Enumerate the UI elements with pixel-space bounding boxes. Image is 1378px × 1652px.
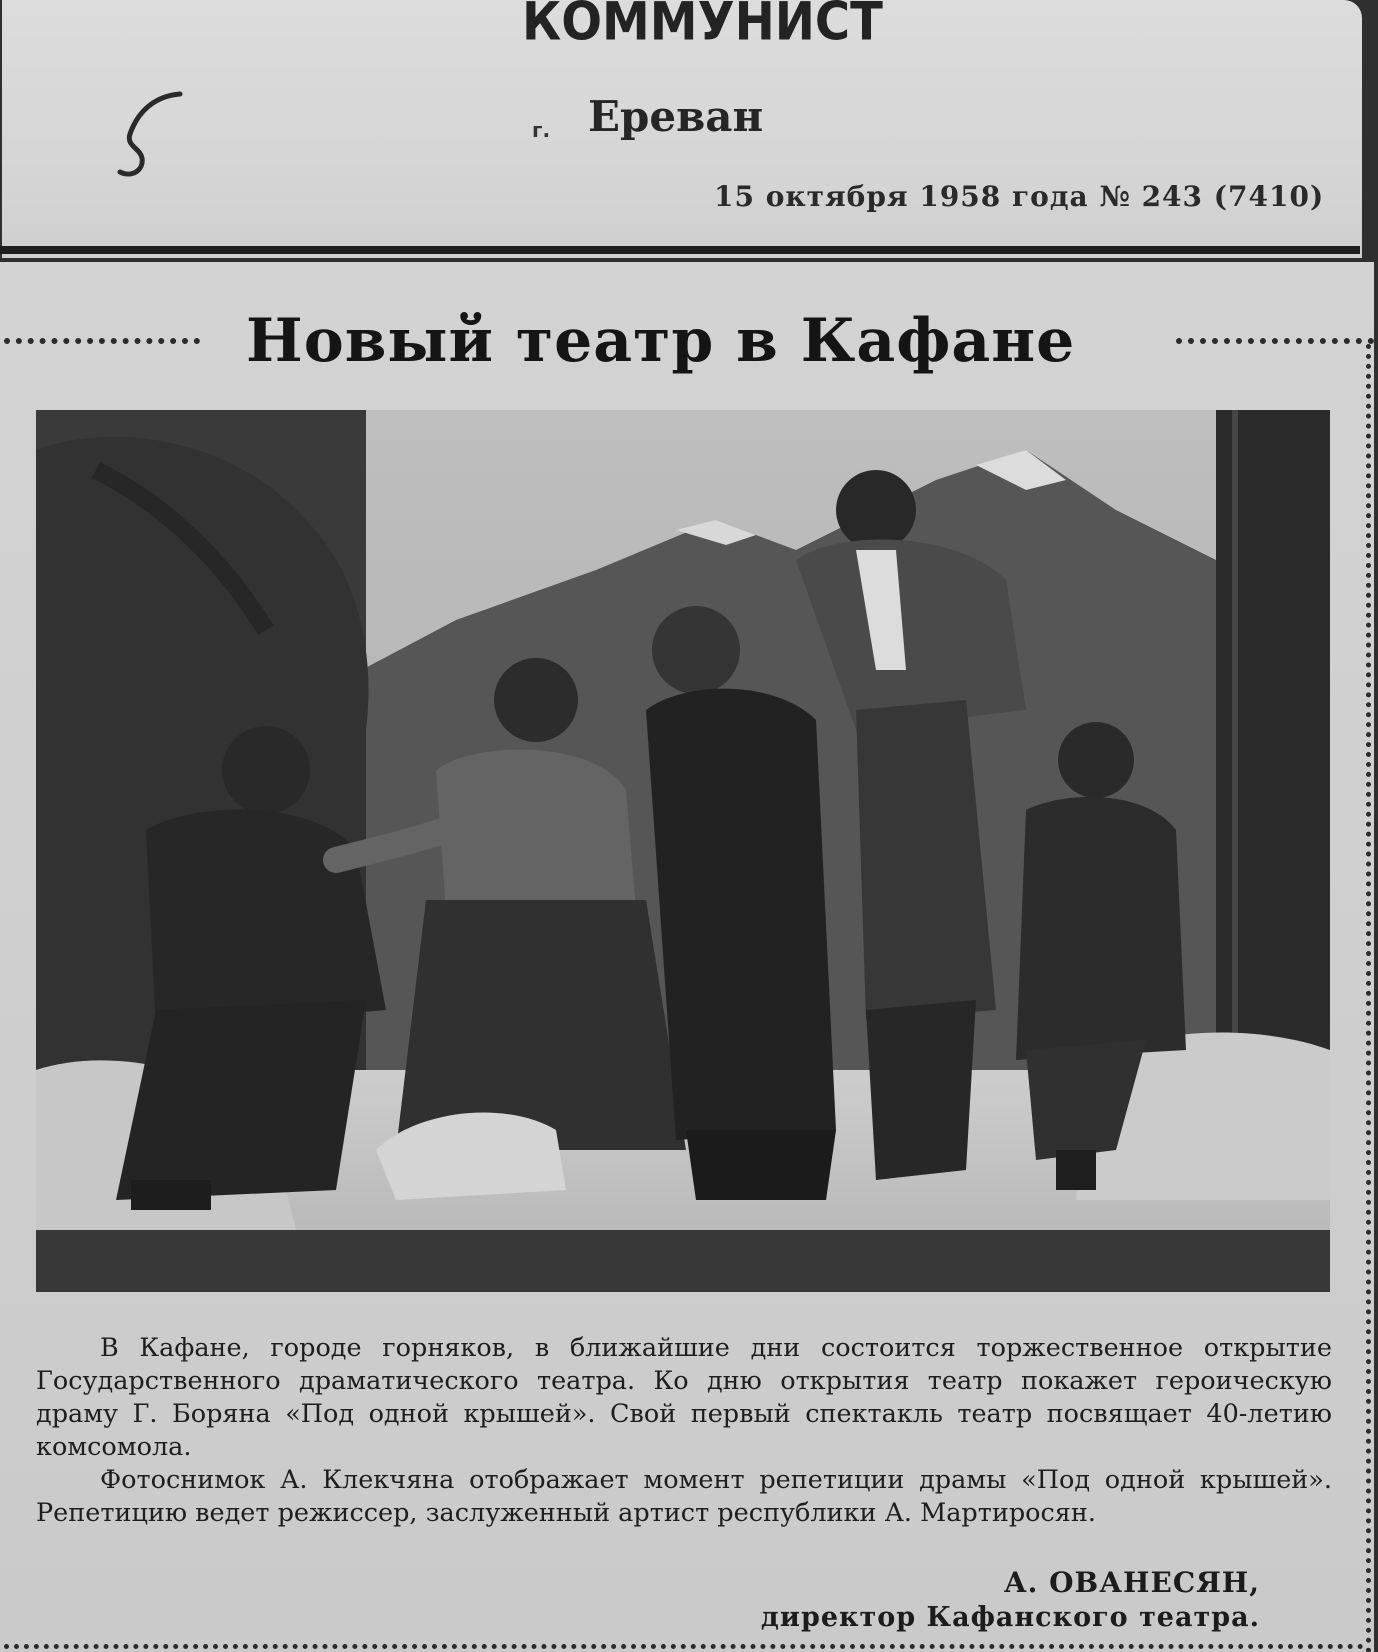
newspaper-name: КОММУНИСТ: [522, 0, 883, 53]
article-headline: Новый театр в Кафане: [246, 306, 1076, 376]
masthead-slip: [2, 0, 1362, 258]
article-paragraph: Фотоснимок А. Клекчяна отображает момент репетиции драмы «Под одной крышей». Репетицию ведет режиссер, заслуженный артист республики А. Мартиросян.: [36, 1465, 1332, 1528]
headline-dotted-rule-left: [4, 338, 200, 344]
author-name: А. ОВАНЕСЯН,: [1003, 1566, 1260, 1599]
city-name: Ереван: [588, 92, 764, 141]
article-body: [36, 1332, 1332, 1530]
headline-dotted-rule-right: [1176, 338, 1374, 344]
issue-dateline: 15 октября 1958 года № 243 (7410): [714, 180, 1325, 213]
city-prefix: г.: [532, 118, 551, 142]
side-dotted-border: [1366, 344, 1371, 1652]
bottom-dotted-border: [4, 1644, 1364, 1649]
masthead-rule: [0, 246, 1360, 254]
rehearsal-photo: [36, 410, 1330, 1292]
handwritten-mark-icon: [110, 86, 190, 186]
article-paragraph: В Кафане, городе горняков, в ближайшие дни состоится торжественное открытие Государственного драматического театра. Ко дню открытия театр покажет героическую драму Г. Боряна «Под одной крышей». Свой первый спектакль театр посвящает 40-летию комсомола.: [36, 1333, 1332, 1462]
author-role: директор Кафанского театра.: [760, 1602, 1260, 1633]
